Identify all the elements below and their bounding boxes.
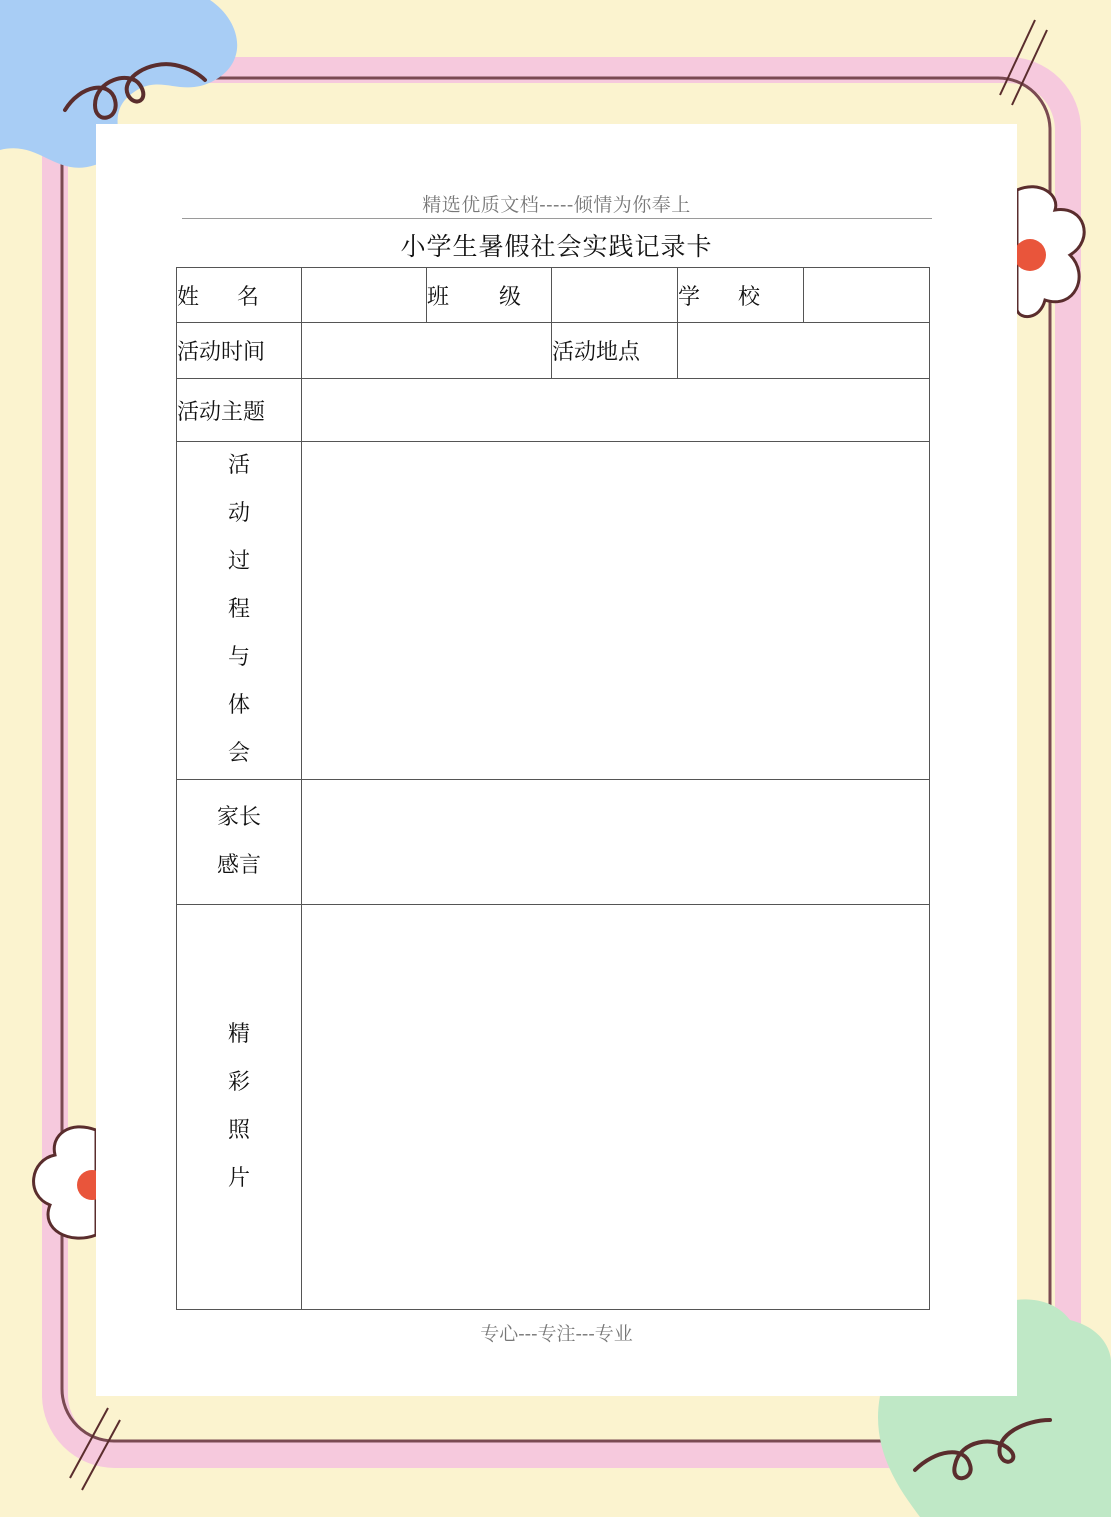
activity-place-label: 活动地点	[552, 323, 678, 379]
process-label-char: 活	[227, 453, 250, 478]
table-row	[177, 905, 930, 1310]
school-value-cell[interactable]	[804, 268, 930, 323]
activity-theme-value-cell[interactable]	[302, 379, 930, 442]
photos-label-cell	[177, 905, 302, 1310]
activity-time-value-cell[interactable]	[302, 323, 552, 379]
page-title: 小学生暑假社会实践记录卡	[400, 232, 713, 261]
process-label-char: 与	[227, 645, 250, 670]
class-label-a: 班	[427, 284, 450, 310]
class-label-cell	[427, 268, 552, 323]
process-label-char: 动	[227, 501, 250, 526]
school-label-b: 校	[738, 284, 761, 310]
table-row	[177, 442, 930, 780]
name-label-b: 名	[237, 284, 260, 310]
photos-value-cell[interactable]	[302, 905, 930, 1310]
parent-comment-label-cell	[177, 780, 302, 905]
table-row	[177, 323, 930, 379]
table-row	[177, 268, 930, 323]
name-value-cell[interactable]	[302, 268, 427, 323]
document-page	[96, 124, 1017, 1396]
process-label-char: 过	[227, 549, 250, 574]
activity-place-value-cell[interactable]	[678, 323, 930, 379]
activity-time-label: 活动时间	[177, 323, 302, 379]
header-text: 精选优质文档-----倾情为你奉上	[422, 194, 691, 216]
activity-theme-label: 活动主题	[177, 379, 302, 442]
school-label-a: 学	[678, 284, 701, 310]
parent-comment-label-line: 家长	[216, 805, 261, 830]
photos-label-char: 片	[227, 1166, 250, 1191]
photos-label-char: 彩	[227, 1070, 250, 1095]
process-value-cell[interactable]	[302, 442, 930, 780]
school-label-cell	[678, 268, 804, 323]
name-label-a: 姓	[177, 284, 200, 310]
class-value-cell[interactable]	[552, 268, 678, 323]
photos-label-char: 精	[227, 1022, 250, 1047]
photos-label-char: 照	[227, 1118, 250, 1143]
parent-comment-label-line: 感言	[216, 853, 261, 878]
footer-text: 专心---专注---专业	[480, 1323, 633, 1345]
process-label-cell	[177, 442, 302, 780]
process-label-char: 会	[227, 741, 250, 766]
name-label-cell	[177, 268, 302, 323]
process-label-char: 体	[227, 693, 250, 718]
record-card-table	[176, 267, 930, 1310]
class-label-b: 级	[499, 284, 522, 310]
parent-comment-value-cell[interactable]	[302, 780, 930, 905]
header-divider	[182, 218, 932, 219]
table-row	[177, 379, 930, 442]
process-label-char: 程	[227, 597, 250, 622]
table-row	[177, 780, 930, 905]
